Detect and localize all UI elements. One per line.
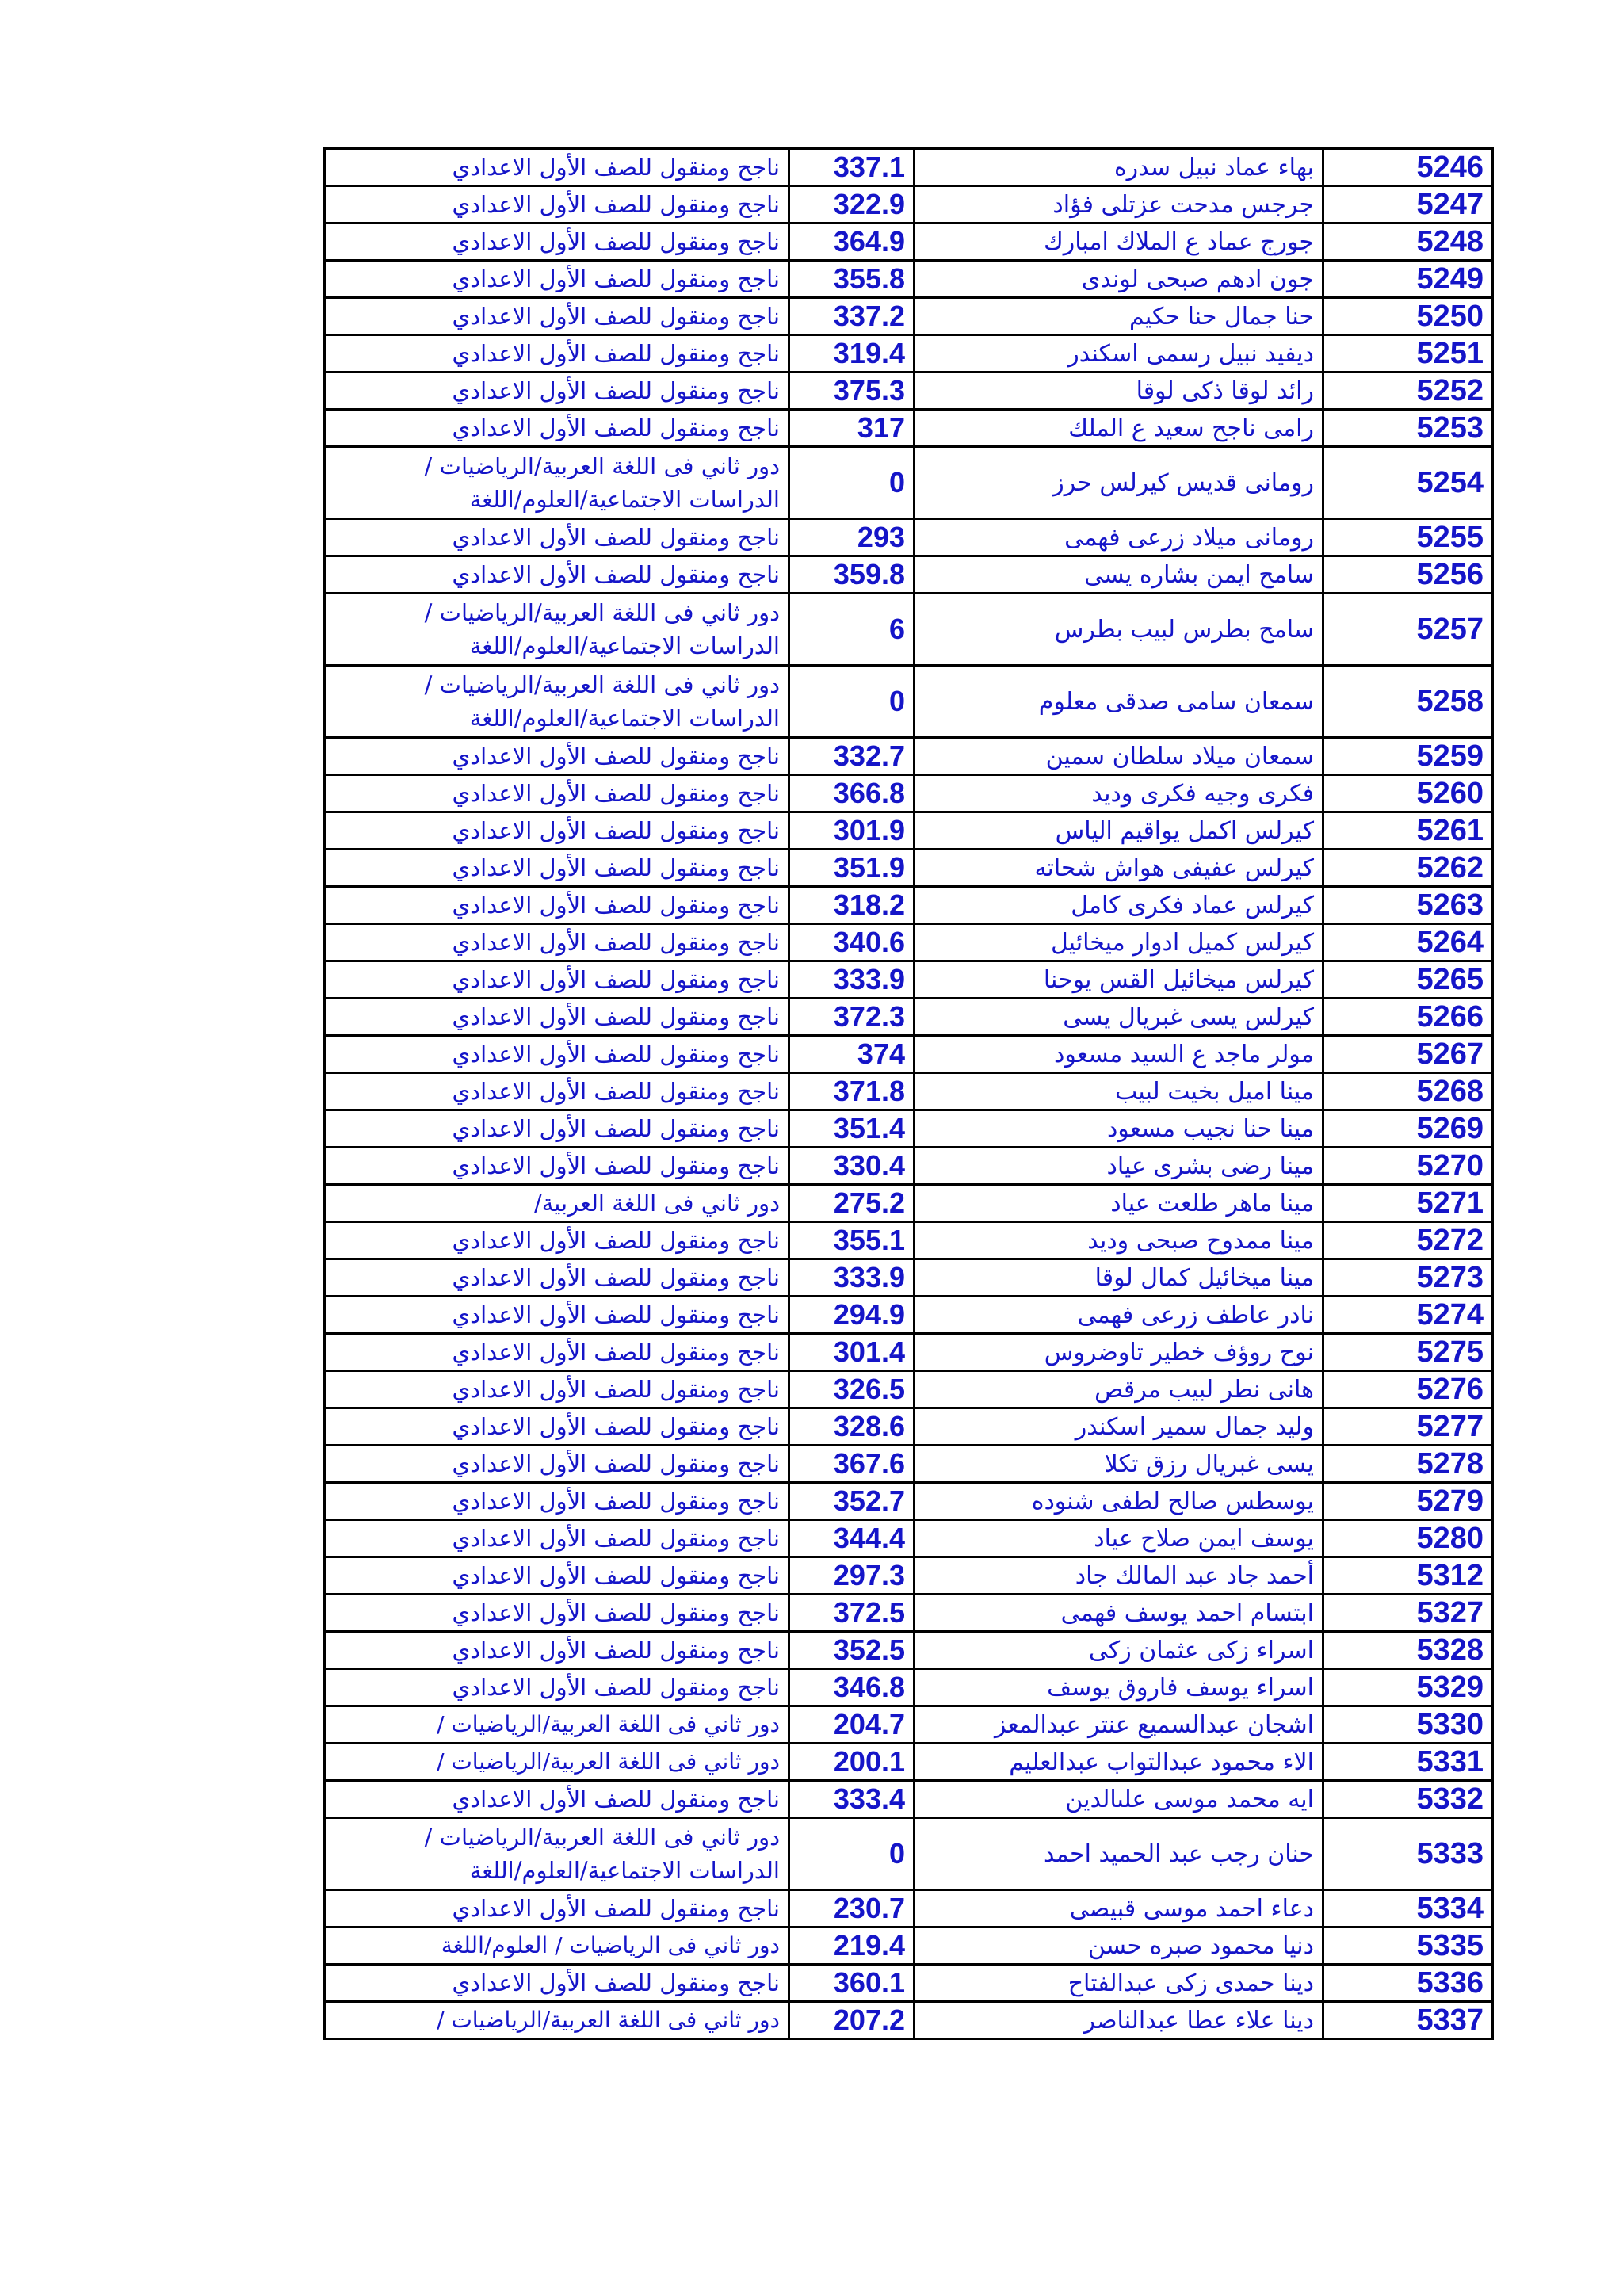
student-id-cell: 5264 (1323, 924, 1493, 961)
status-cell: ناجح ومنقول للصف الأول الاعدادي (325, 1297, 789, 1334)
student-name-cell: دعاء احمد موسى قبيصى (915, 1890, 1323, 1927)
student-name-cell: جون ادهم صبحى لوندى (915, 261, 1323, 298)
score-cell: 219.4 (789, 1927, 915, 1965)
student-id-cell: 5256 (1323, 556, 1493, 594)
student-id-cell: 5270 (1323, 1148, 1493, 1185)
student-id-cell: 5330 (1323, 1706, 1493, 1744)
table-row (325, 1669, 1493, 1706)
student-id-cell: 5331 (1323, 1744, 1493, 1781)
status-cell: ناجح ومنقول للصف الأول الاعدادي (325, 298, 789, 335)
student-name-cell: جورج عماد ع الملاك امبارك (915, 223, 1323, 261)
student-id-cell: 5333 (1323, 1818, 1493, 1890)
status-cell: ناجح ومنقول للصف الأول الاعدادي (325, 961, 789, 999)
status-cell: ناجح ومنقول للصف الأول الاعدادي (325, 1632, 789, 1669)
student-name-cell: فكرى وجيه فكرى وديد (915, 775, 1323, 812)
table-row (325, 666, 1493, 738)
status-cell: ناجح ومنقول للصف الأول الاعدادي (325, 1446, 789, 1483)
score-cell: 6 (789, 594, 915, 666)
status-cell: دور ثاني فى اللغة العربية/الرياضيات / الدراسات الاجتماعية/العلوم/اللغة (325, 447, 789, 519)
student-name-cell: كيرلس عماد فكرى كامل (915, 887, 1323, 924)
student-id-cell: 5273 (1323, 1259, 1493, 1297)
status-cell: ناجح ومنقول للصف الأول الاعدادي (325, 556, 789, 594)
score-cell: 352.5 (789, 1632, 915, 1669)
student-id-cell: 5259 (1323, 738, 1493, 775)
score-cell: 351.4 (789, 1110, 915, 1148)
score-cell: 340.6 (789, 924, 915, 961)
status-cell: دور ثاني فى اللغة العربية/الرياضيات / الدراسات الاجتماعية/العلوم/اللغة (325, 594, 789, 666)
table-row (325, 1927, 1493, 1965)
student-name-cell: ديفيد نبيل رسمى اسكندر (915, 335, 1323, 372)
student-name-cell: أحمد جاد عبد المالك جاد (915, 1557, 1323, 1595)
student-name-cell: هانى نطر لبيب مرقص (915, 1371, 1323, 1408)
score-cell: 0 (789, 1818, 915, 1890)
student-id-cell: 5275 (1323, 1334, 1493, 1371)
status-cell: دور ثاني فى اللغة العربية/ (325, 1185, 789, 1222)
student-id-cell: 5334 (1323, 1890, 1493, 1927)
score-cell: 328.6 (789, 1408, 915, 1446)
status-cell: دور ثاني فى الرياضيات / العلوم/اللغة (325, 1927, 789, 1965)
status-cell: دور ثاني فى اللغة العربية/الرياضيات / الدراسات الاجتماعية/العلوم/اللغة (325, 666, 789, 738)
table-row (325, 1185, 1493, 1222)
student-id-cell: 5266 (1323, 999, 1493, 1036)
score-cell: 207.2 (789, 2002, 915, 2039)
status-cell: دور ثاني فى اللغة العربية/الرياضيات / الدراسات الاجتماعية/العلوم/اللغة (325, 1818, 789, 1890)
score-cell: 360.1 (789, 1965, 915, 2002)
table-row (325, 1557, 1493, 1595)
student-id-cell: 5312 (1323, 1557, 1493, 1595)
student-id-cell: 5271 (1323, 1185, 1493, 1222)
score-cell: 326.5 (789, 1371, 915, 1408)
table-row (325, 1595, 1493, 1632)
table-row (325, 738, 1493, 775)
status-cell: ناجح ومنقول للصف الأول الاعدادي (325, 1110, 789, 1148)
status-cell: ناجح ومنقول للصف الأول الاعدادي (325, 335, 789, 372)
table-row (325, 372, 1493, 410)
score-cell: 351.9 (789, 850, 915, 887)
table-row (325, 850, 1493, 887)
score-cell: 297.3 (789, 1557, 915, 1595)
student-name-cell: حنا جمال حنا حكيم (915, 298, 1323, 335)
table-row (325, 447, 1493, 519)
score-cell: 333.4 (789, 1781, 915, 1818)
score-cell: 355.1 (789, 1222, 915, 1259)
student-id-cell: 5253 (1323, 410, 1493, 447)
score-cell: 204.7 (789, 1706, 915, 1744)
score-cell: 230.7 (789, 1890, 915, 1927)
status-cell: ناجح ومنقول للصف الأول الاعدادي (325, 223, 789, 261)
table-row (325, 1110, 1493, 1148)
student-id-cell: 5328 (1323, 1632, 1493, 1669)
score-cell: 346.8 (789, 1669, 915, 1706)
student-name-cell: اشجان عبدالسميع عنتر عبدالمعز (915, 1706, 1323, 1744)
student-name-cell: سامح ايمن بشاره يسى (915, 556, 1323, 594)
status-cell: ناجح ومنقول للصف الأول الاعدادي (325, 149, 789, 186)
table-row (325, 999, 1493, 1036)
student-name-cell: دنيا محمود صبره حسن (915, 1927, 1323, 1965)
score-cell: 319.4 (789, 335, 915, 372)
student-name-cell: مينا ميخائيل كمال لوقا (915, 1259, 1323, 1297)
student-name-cell: مينا اميل بخيت لبيب (915, 1073, 1323, 1110)
student-name-cell: مينا رضى بشرى عياد (915, 1148, 1323, 1185)
table-row (325, 775, 1493, 812)
table-row (325, 186, 1493, 223)
student-id-cell: 5337 (1323, 2002, 1493, 2039)
score-cell: 322.9 (789, 186, 915, 223)
status-cell: دور ثاني فى اللغة العربية/الرياضيات / (325, 1706, 789, 1744)
student-name-cell: سمعان سامى صدقى معلوم (915, 666, 1323, 738)
student-name-cell: مينا ماهر طلعت عياد (915, 1185, 1323, 1222)
student-id-cell: 5332 (1323, 1781, 1493, 1818)
student-name-cell: مينا حنا نجيب مسعود (915, 1110, 1323, 1148)
table-row (325, 924, 1493, 961)
student-name-cell: دينا حمدى زكى عبدالفتاح (915, 1965, 1323, 2002)
student-id-cell: 5329 (1323, 1669, 1493, 1706)
student-id-cell: 5246 (1323, 149, 1493, 186)
student-name-cell: كيرلس كميل ادوار ميخائيل (915, 924, 1323, 961)
student-id-cell: 5278 (1323, 1446, 1493, 1483)
student-name-cell: بهاء عماد نبيل سدره (915, 149, 1323, 186)
table-row (325, 887, 1493, 924)
status-cell: ناجح ومنقول للصف الأول الاعدادي (325, 186, 789, 223)
status-cell: ناجح ومنقول للصف الأول الاعدادي (325, 519, 789, 556)
student-name-cell: كيرلس عفيفى هواش شحاته (915, 850, 1323, 887)
table-row (325, 335, 1493, 372)
student-name-cell: رومانى قديس كيرلس حرز (915, 447, 1323, 519)
student-id-cell: 5280 (1323, 1520, 1493, 1557)
student-name-cell: كيرلس اكمل يواقيم الياس (915, 812, 1323, 850)
table-row (325, 1744, 1493, 1781)
score-cell: 364.9 (789, 223, 915, 261)
student-name-cell: سمعان ميلاد سلطان سمين (915, 738, 1323, 775)
score-cell: 371.8 (789, 1073, 915, 1110)
status-cell: ناجح ومنقول للصف الأول الاعدادي (325, 1520, 789, 1557)
score-cell: 344.4 (789, 1520, 915, 1557)
student-id-cell: 5272 (1323, 1222, 1493, 1259)
score-cell: 366.8 (789, 775, 915, 812)
student-name-cell: رامى ناجح سعيد ع الملك (915, 410, 1323, 447)
score-cell: 333.9 (789, 961, 915, 999)
table-row (325, 1297, 1493, 1334)
student-id-cell: 5262 (1323, 850, 1493, 887)
table-row (325, 223, 1493, 261)
score-cell: 293 (789, 519, 915, 556)
student-id-cell: 5250 (1323, 298, 1493, 335)
student-name-cell: جرجس مدحت عزتلى فؤاد (915, 186, 1323, 223)
student-name-cell: ايه محمد موسى علىالدين (915, 1781, 1323, 1818)
table-row (325, 1890, 1493, 1927)
student-id-cell: 5335 (1323, 1927, 1493, 1965)
status-cell: ناجح ومنقول للصف الأول الاعدادي (325, 1595, 789, 1632)
table-row (325, 1781, 1493, 1818)
status-cell: ناجح ومنقول للصف الأول الاعدادي (325, 1259, 789, 1297)
score-cell: 337.1 (789, 149, 915, 186)
student-name-cell: كيرلس يسى غبريال يسى (915, 999, 1323, 1036)
table-row (325, 2002, 1493, 2039)
status-cell: ناجح ومنقول للصف الأول الاعدادي (325, 1148, 789, 1185)
table-row (325, 1818, 1493, 1890)
score-cell: 275.2 (789, 1185, 915, 1222)
score-cell: 301.9 (789, 812, 915, 850)
student-id-cell: 5248 (1323, 223, 1493, 261)
status-cell: ناجح ومنقول للصف الأول الاعدادي (325, 1036, 789, 1073)
score-cell: 372.3 (789, 999, 915, 1036)
table-row (325, 1148, 1493, 1185)
status-cell: دور ثاني فى اللغة العربية/الرياضيات / (325, 2002, 789, 2039)
status-cell: ناجح ومنقول للصف الأول الاعدادي (325, 1408, 789, 1446)
score-cell: 332.7 (789, 738, 915, 775)
status-cell: ناجح ومنقول للصف الأول الاعدادي (325, 372, 789, 410)
student-id-cell: 5265 (1323, 961, 1493, 999)
table-row (325, 149, 1493, 186)
score-cell: 330.4 (789, 1148, 915, 1185)
table-row (325, 1632, 1493, 1669)
student-name-cell: مولر ماجد ع السيد مسعود (915, 1036, 1323, 1073)
student-id-cell: 5254 (1323, 447, 1493, 519)
student-name-cell: يسى غبريال رزق تكلا (915, 1446, 1323, 1483)
student-name-cell: وليد جمال سمير اسكندر (915, 1408, 1323, 1446)
score-cell: 352.7 (789, 1483, 915, 1520)
status-cell: ناجح ومنقول للصف الأول الاعدادي (325, 1890, 789, 1927)
student-id-cell: 5269 (1323, 1110, 1493, 1148)
student-id-cell: 5267 (1323, 1036, 1493, 1073)
status-cell: ناجح ومنقول للصف الأول الاعدادي (325, 1965, 789, 2002)
results-table (323, 147, 1494, 2040)
status-cell: ناجح ومنقول للصف الأول الاعدادي (325, 261, 789, 298)
status-cell: ناجح ومنقول للصف الأول الاعدادي (325, 410, 789, 447)
score-cell: 200.1 (789, 1744, 915, 1781)
student-id-cell: 5255 (1323, 519, 1493, 556)
student-id-cell: 5249 (1323, 261, 1493, 298)
status-cell: ناجح ومنقول للصف الأول الاعدادي (325, 1557, 789, 1595)
student-id-cell: 5260 (1323, 775, 1493, 812)
score-cell: 0 (789, 666, 915, 738)
status-cell: ناجح ومنقول للصف الأول الاعدادي (325, 1371, 789, 1408)
student-id-cell: 5251 (1323, 335, 1493, 372)
student-name-cell: يوسف ايمن صلاح عياد (915, 1520, 1323, 1557)
score-cell: 318.2 (789, 887, 915, 924)
table-row (325, 1408, 1493, 1446)
table-row (325, 1483, 1493, 1520)
status-cell: ناجح ومنقول للصف الأول الاعدادي (325, 1781, 789, 1818)
student-id-cell: 5268 (1323, 1073, 1493, 1110)
score-cell: 294.9 (789, 1297, 915, 1334)
student-name-cell: نوح روؤف خطير تاوضروس (915, 1334, 1323, 1371)
table-row (325, 261, 1493, 298)
table-row (325, 1036, 1493, 1073)
student-name-cell: رائد لوقا ذكى لوقا (915, 372, 1323, 410)
status-cell: ناجح ومنقول للصف الأول الاعدادي (325, 924, 789, 961)
student-name-cell: سامح بطرس لبيب بطرس (915, 594, 1323, 666)
status-cell: ناجح ومنقول للصف الأول الاعدادي (325, 887, 789, 924)
score-cell: 355.8 (789, 261, 915, 298)
status-cell: ناجح ومنقول للصف الأول الاعدادي (325, 1073, 789, 1110)
status-cell: ناجح ومنقول للصف الأول الاعدادي (325, 1222, 789, 1259)
student-id-cell: 5274 (1323, 1297, 1493, 1334)
student-id-cell: 5277 (1323, 1408, 1493, 1446)
table-row (325, 556, 1493, 594)
status-cell: ناجح ومنقول للصف الأول الاعدادي (325, 1669, 789, 1706)
score-cell: 375.3 (789, 372, 915, 410)
status-cell: ناجح ومنقول للصف الأول الاعدادي (325, 1483, 789, 1520)
table-row (325, 1334, 1493, 1371)
student-id-cell: 5247 (1323, 186, 1493, 223)
student-id-cell: 5258 (1323, 666, 1493, 738)
table-row (325, 1259, 1493, 1297)
student-id-cell: 5257 (1323, 594, 1493, 666)
student-name-cell: كيرلس ميخائيل القس يوحنا (915, 961, 1323, 999)
score-cell: 367.6 (789, 1446, 915, 1483)
student-name-cell: دينا علاء عطا عبدالناصر (915, 2002, 1323, 2039)
status-cell: ناجح ومنقول للصف الأول الاعدادي (325, 850, 789, 887)
score-cell: 372.5 (789, 1595, 915, 1632)
table-row (325, 519, 1493, 556)
results-table-body (325, 149, 1493, 2039)
student-id-cell: 5252 (1323, 372, 1493, 410)
student-id-cell: 5263 (1323, 887, 1493, 924)
table-row (325, 1073, 1493, 1110)
student-id-cell: 5279 (1323, 1483, 1493, 1520)
student-name-cell: رومانى ميلاد زرعى فهمى (915, 519, 1323, 556)
score-cell: 359.8 (789, 556, 915, 594)
student-name-cell: نادر عاطف زرعى فهمى (915, 1297, 1323, 1334)
table-row (325, 1222, 1493, 1259)
student-name-cell: حنان رجب عبد الحميد احمد (915, 1818, 1323, 1890)
student-name-cell: اسراء يوسف فاروق يوسف (915, 1669, 1323, 1706)
table-row (325, 1965, 1493, 2002)
student-name-cell: الاء محمود عبدالتواب عبدالعليم (915, 1744, 1323, 1781)
table-row (325, 961, 1493, 999)
student-id-cell: 5327 (1323, 1595, 1493, 1632)
student-name-cell: مينا ممدوح صبحى وديد (915, 1222, 1323, 1259)
table-row (325, 298, 1493, 335)
table-row (325, 812, 1493, 850)
student-name-cell: ابتسام احمد يوسف فهمى (915, 1595, 1323, 1632)
status-cell: ناجح ومنقول للصف الأول الاعدادي (325, 1334, 789, 1371)
score-cell: 374 (789, 1036, 915, 1073)
table-row (325, 1520, 1493, 1557)
student-id-cell: 5261 (1323, 812, 1493, 850)
table-row (325, 1446, 1493, 1483)
student-name-cell: اسراء زكى عثمان زكى (915, 1632, 1323, 1669)
table-row (325, 410, 1493, 447)
status-cell: ناجح ومنقول للصف الأول الاعدادي (325, 738, 789, 775)
status-cell: دور ثاني فى اللغة العربية/الرياضيات / (325, 1744, 789, 1781)
score-cell: 337.2 (789, 298, 915, 335)
student-id-cell: 5276 (1323, 1371, 1493, 1408)
score-cell: 301.4 (789, 1334, 915, 1371)
table-row (325, 1371, 1493, 1408)
student-id-cell: 5336 (1323, 1965, 1493, 2002)
score-cell: 317 (789, 410, 915, 447)
status-cell: ناجح ومنقول للصف الأول الاعدادي (325, 999, 789, 1036)
table-row (325, 594, 1493, 666)
status-cell: ناجح ومنقول للصف الأول الاعدادي (325, 775, 789, 812)
status-cell: ناجح ومنقول للصف الأول الاعدادي (325, 812, 789, 850)
score-cell: 333.9 (789, 1259, 915, 1297)
table-row (325, 1706, 1493, 1744)
student-name-cell: يوسطس صالح لطفى شنوده (915, 1483, 1323, 1520)
score-cell: 0 (789, 447, 915, 519)
